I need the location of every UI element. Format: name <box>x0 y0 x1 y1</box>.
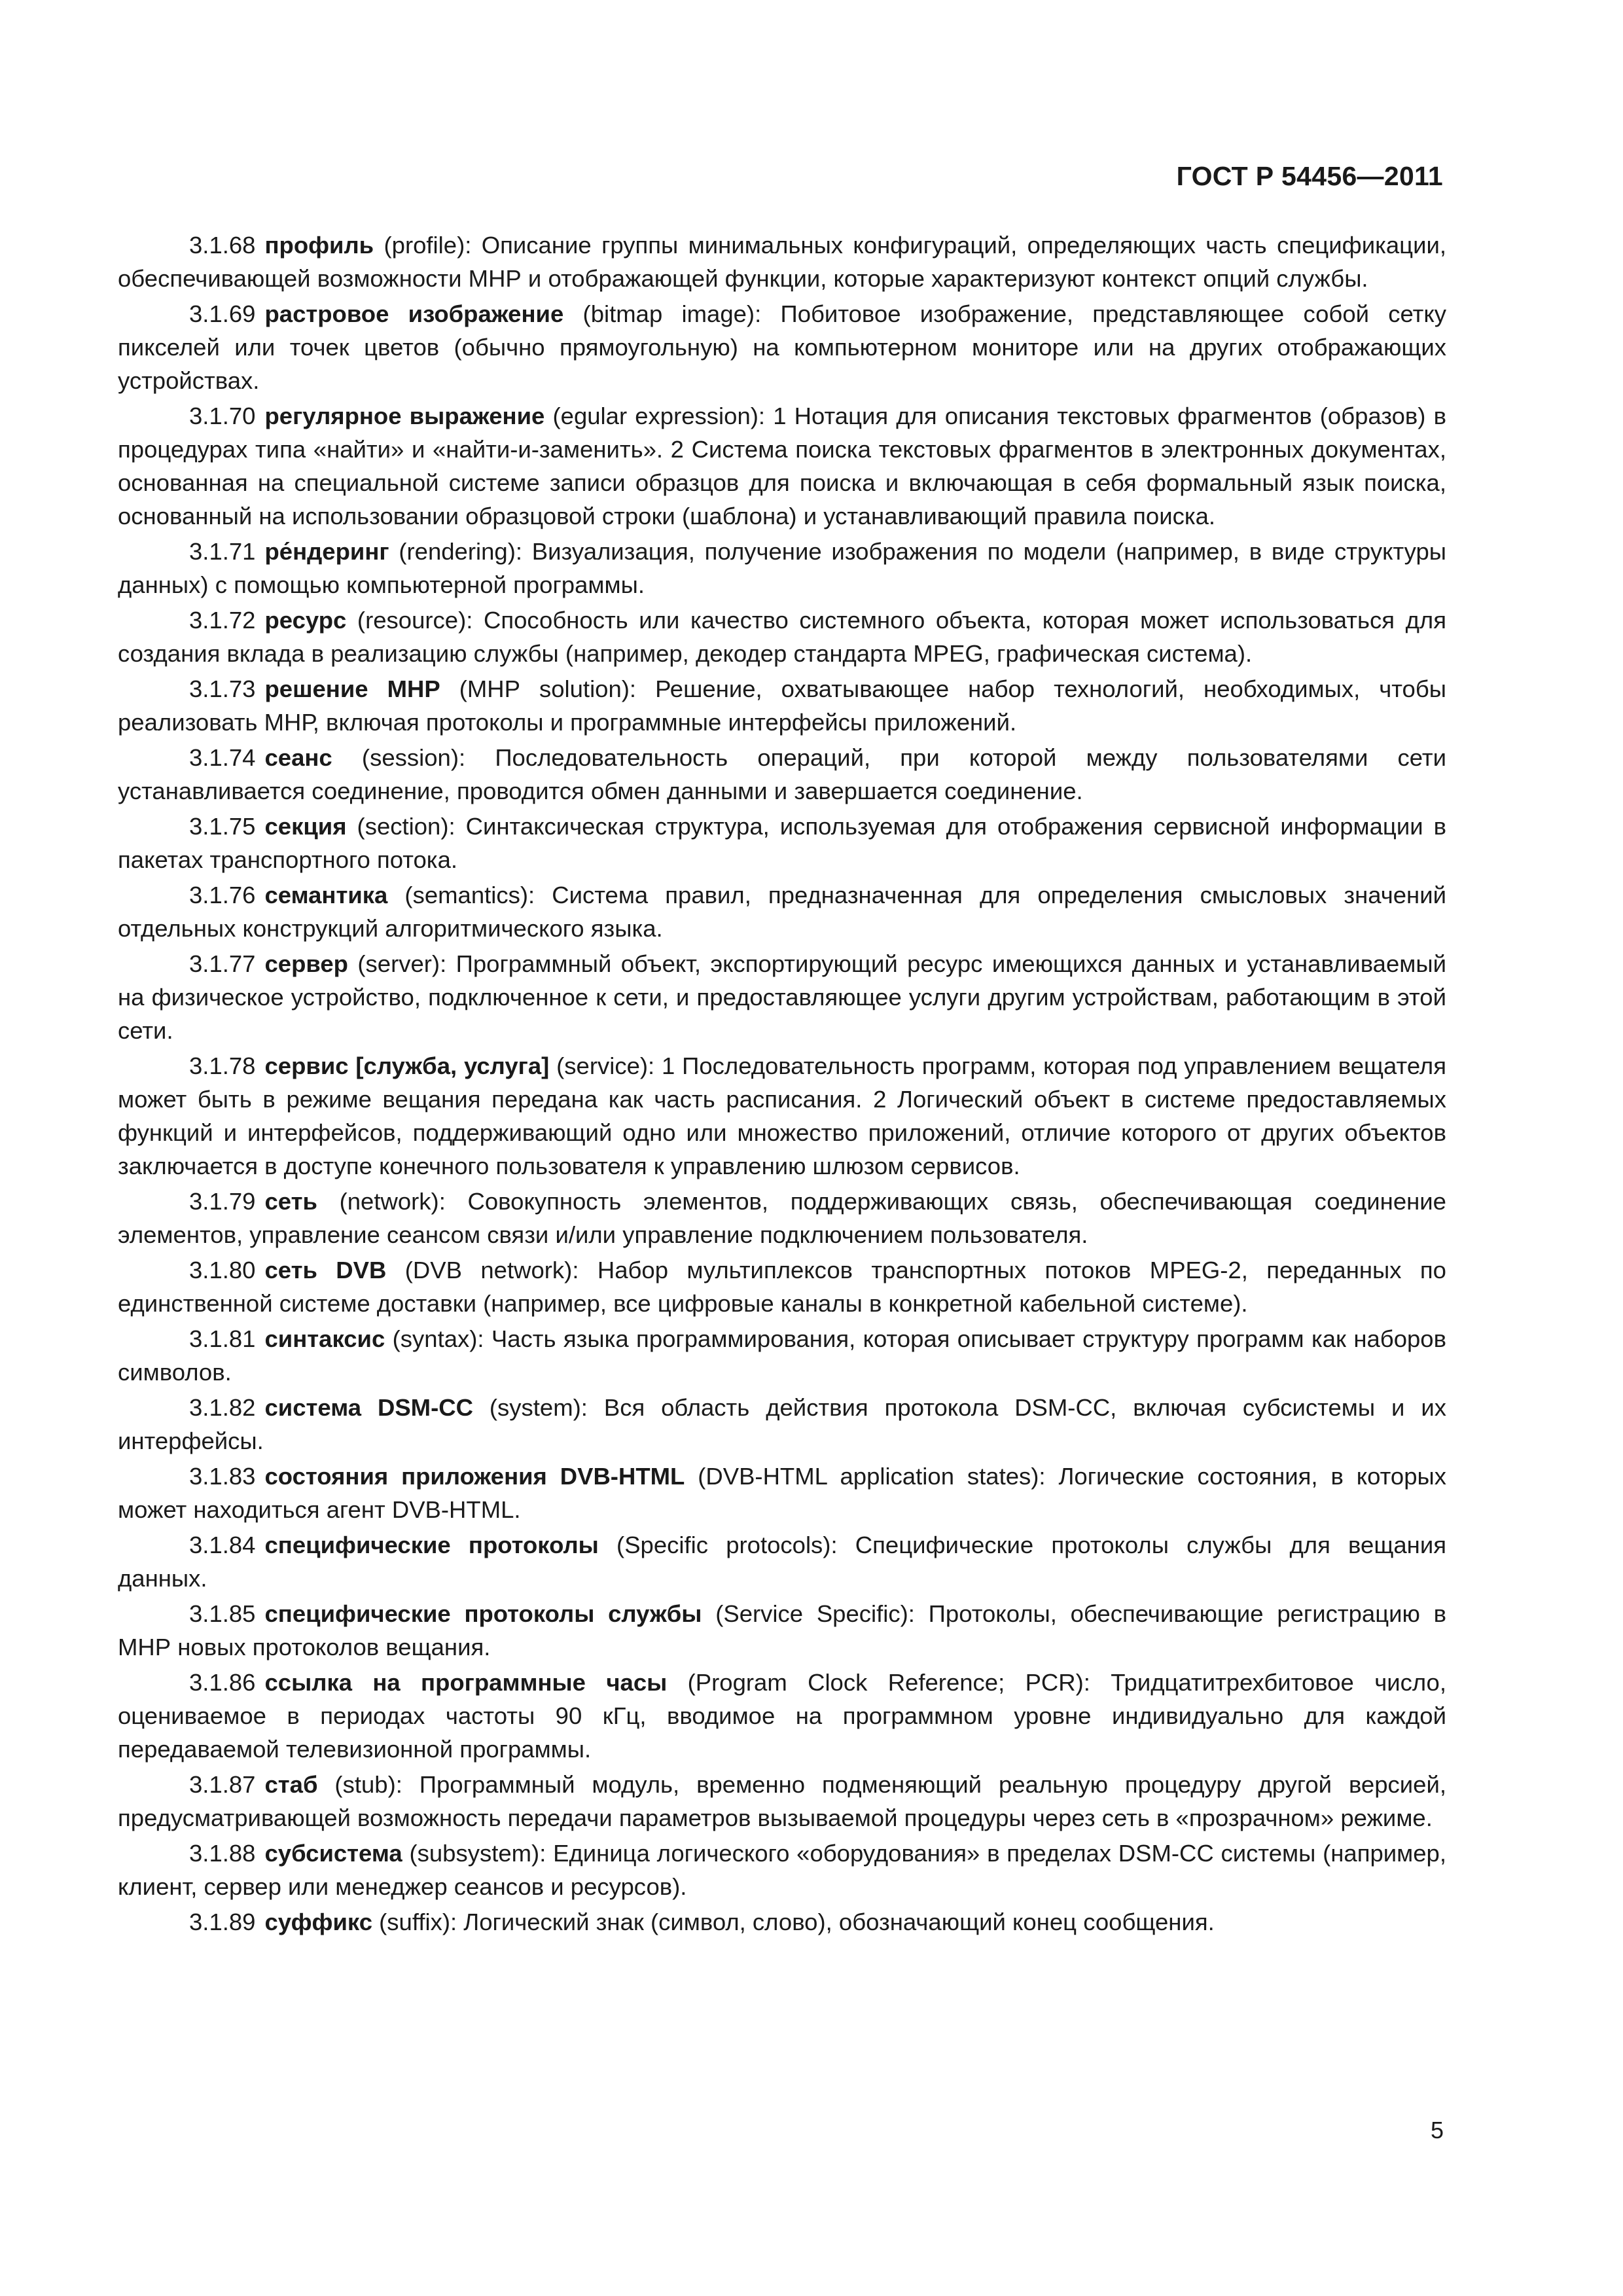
entry-number: 3.1.75 <box>189 813 256 840</box>
entry-number: 3.1.78 <box>189 1052 256 1079</box>
definition-entry <box>118 878 1446 945</box>
entry-number: 3.1.74 <box>189 744 256 771</box>
entry-term: состояния приложения DVB-HTML <box>264 1463 685 1490</box>
entry-term: ссылка на программные часы <box>264 1669 668 1696</box>
entry-term: ресурс <box>264 607 347 634</box>
entry-definition: (Service Specific): Протоколы, обеспечивающие регистрацию в МНР новых протоколов вещания. <box>118 1600 1446 1660</box>
entry-number: 3.1.76 <box>189 882 256 908</box>
entry-definition: (resource): Способность или качество системного объекта, которая может использоваться для создания вклада в реализацию службы (например, декодер стандарта MPEG, графическая система). <box>118 607 1446 667</box>
definition-entry <box>118 1460 1446 1526</box>
definition-entry <box>118 1666 1446 1766</box>
entry-definition: (rendering): Визуализация, получение изображения по модели (например, в виде структуры данных) с помощью компьютерной программы. <box>118 538 1446 598</box>
entry-number: 3.1.82 <box>189 1394 256 1421</box>
entry-definition: (session): Последовательность операций, при которой между пользователями сети устанавливается соединение, проводится обмен данными и завершается соединение. <box>118 744 1446 804</box>
entry-definition: (semantics): Система правил, предназначенная для определения смысловых значений отдельных конструкций алгоритмического языка. <box>118 882 1446 942</box>
entry-number: 3.1.86 <box>189 1669 256 1696</box>
entry-definition: (Program Clock Reference; PCR): Тридцатитрехбитовое число, оцениваемое в периодах частоты 90 кГц, вводимое на программном уровне индивидуально для каждой передаваемой телевизионной программы. <box>118 1669 1446 1763</box>
entry-definition: (stub): Программный модуль, временно подменяющий реальную процедуру другой версией, предусматривающей возможность передачи параметров вызываемой процедуры через сеть в «прозрачном» режиме. <box>118 1771 1446 1831</box>
entry-definition: (bitmap image): Побитовое изображение, представляющее собой сетку пикселей или точек цветов (обычно прямоугольную) на компьютерном мониторе или на других отображающих устройствах. <box>118 300 1446 394</box>
entry-number: 3.1.87 <box>189 1771 256 1798</box>
definition-entry <box>118 1768 1446 1835</box>
entry-term: решение МНР <box>264 675 440 702</box>
entry-number: 3.1.70 <box>189 403 256 429</box>
entry-term: секция <box>264 813 347 840</box>
entry-definition: (section): Синтаксическая структура, используемая для отображения сервисной информации в пакетах транспортного потока. <box>118 813 1446 873</box>
entry-term: субсистема <box>264 1840 402 1867</box>
entry-definition: (Specific protocols): Специфические протоколы службы для вещания данных. <box>118 1532 1446 1592</box>
entry-term: специфические протоколы <box>264 1532 599 1558</box>
entry-number: 3.1.80 <box>189 1257 256 1283</box>
definition-entry <box>118 672 1446 739</box>
entry-term: специфические протоколы службы <box>264 1600 702 1627</box>
entry-definition: (МНР solution): Решение, охватывающее набор технологий, необходимых, чтобы реализовать МНР, включая протоколы и программные интерфейсы приложений. <box>118 675 1446 736</box>
entry-number: 3.1.84 <box>189 1532 256 1558</box>
definition-entry <box>118 1049 1446 1183</box>
definition-entry <box>118 810 1446 876</box>
entry-number: 3.1.73 <box>189 675 256 702</box>
definition-entry <box>118 399 1446 533</box>
definition-entry <box>118 1185 1446 1251</box>
entry-number: 3.1.85 <box>189 1600 256 1627</box>
entry-term: профиль <box>264 232 374 259</box>
definition-entry <box>118 947 1446 1047</box>
definitions-list <box>118 228 1446 1941</box>
entry-number: 3.1.88 <box>189 1840 256 1867</box>
definition-entry <box>118 1391 1446 1458</box>
entry-number: 3.1.89 <box>189 1909 256 1935</box>
entry-term: стаб <box>264 1771 318 1798</box>
entry-number: 3.1.77 <box>189 950 256 977</box>
definition-entry <box>118 1322 1446 1389</box>
entry-number: 3.1.72 <box>189 607 256 634</box>
document-code-header: ГОСТ Р 54456—2011 <box>1176 161 1443 191</box>
entry-number: 3.1.83 <box>189 1463 256 1490</box>
entry-definition: (egular expression): 1 Нотация для описания текстовых фрагментов (образов) в процедурах типа «найти» и «найти-и-заменить». 2 Система поиска текстовых фрагментов в электронных документах, основанная на специальной системе записи образцов для поиска и включающая в себя формальный язык поиска, основанный на использовании образцовой строки (шаблона) и устанавливающий правила поиска. <box>118 403 1446 529</box>
definition-entry <box>118 1597 1446 1664</box>
entry-definition: (system): Вся область действия протокола DSM-CC, включая субсистемы и их интерфейсы. <box>118 1394 1446 1454</box>
entry-number: 3.1.69 <box>189 300 256 327</box>
page-number: 5 <box>1430 2117 1444 2144</box>
entry-term: синтаксис <box>264 1325 385 1352</box>
entry-definition: (DVB-HTML application states): Логические состояния, в которых может находиться агент DVB-HTML. <box>118 1463 1446 1523</box>
entry-number: 3.1.71 <box>189 538 256 565</box>
entry-term: сеть DVB <box>264 1257 387 1283</box>
definition-entry <box>118 741 1446 808</box>
entry-term: сеанс <box>264 744 332 771</box>
entry-term: регулярное выражение <box>264 403 545 429</box>
entry-term: семантика <box>264 882 388 908</box>
entry-definition: (server): Программный объект, экспортирующий ресурс имеющихся данных и устанавливаемый на физическое устройство, подключенное к сети, и предоставляющее услуги другим устройствам, работающим в этой сети. <box>118 950 1446 1044</box>
definition-entry <box>118 1528 1446 1595</box>
definition-entry <box>118 228 1446 295</box>
definition-entry <box>118 1837 1446 1903</box>
entry-term: система DSM-CC <box>264 1394 473 1421</box>
entry-definition: (subsystem): Единица логического «оборудования» в пределах DSM-CC системы (например, клиент, сервер или менеджер сеансов и ресурсов). <box>118 1840 1446 1900</box>
entry-definition: (profile): Описание группы минимальных конфигураций, определяющих часть спецификации, обеспечивающей возможности МНР и отображающей функции, которые характеризуют контекст опций службы. <box>118 232 1446 292</box>
entry-number: 3.1.79 <box>189 1188 256 1215</box>
definition-entry <box>118 1253 1446 1320</box>
entry-definition: (network): Совокупность элементов, поддерживающих связь, обеспечивающая соединение элементов, управление сеансом связи и/или управление подключением пользователя. <box>118 1188 1446 1248</box>
entry-definition: (service): 1 Последовательность программ, которая под управлением вещателя может быть в режиме вещания передана как часть расписания. 2 Логический объект в системе предоставляемых функций и интерфейсов, поддерживающий одно или множество приложений, отличие которого от других объектов заключается в доступе конечного пользователя к управлению шлюзом сервисов. <box>118 1052 1446 1179</box>
entry-term: сервер <box>264 950 348 977</box>
definition-entry <box>118 535 1446 601</box>
entry-number: 3.1.81 <box>189 1325 256 1352</box>
entry-term: сеть <box>264 1188 317 1215</box>
entry-definition: (DVB network): Набор мультиплексов транспортных потоков MPEG-2, переданных по единственной системе доставки (например, все цифровые каналы в конкретной кабельной системе). <box>118 1257 1446 1317</box>
entry-definition: (syntax): Часть языка программирования, которая описывает структуру программ как наборов символов. <box>118 1325 1446 1386</box>
entry-term: суффикс <box>264 1909 373 1935</box>
entry-term: ре́ндеринг <box>264 538 389 565</box>
definition-entry <box>118 297 1446 397</box>
definition-entry <box>118 1905 1446 1939</box>
entry-definition: (suffix): Логический знак (символ, слово), обозначающий конец сообщения. <box>372 1909 1215 1935</box>
entry-number: 3.1.68 <box>189 232 256 259</box>
entry-term: растровое изображение <box>264 300 564 327</box>
definition-entry <box>118 603 1446 670</box>
entry-term: сервис [служба, услуга] <box>264 1052 550 1079</box>
